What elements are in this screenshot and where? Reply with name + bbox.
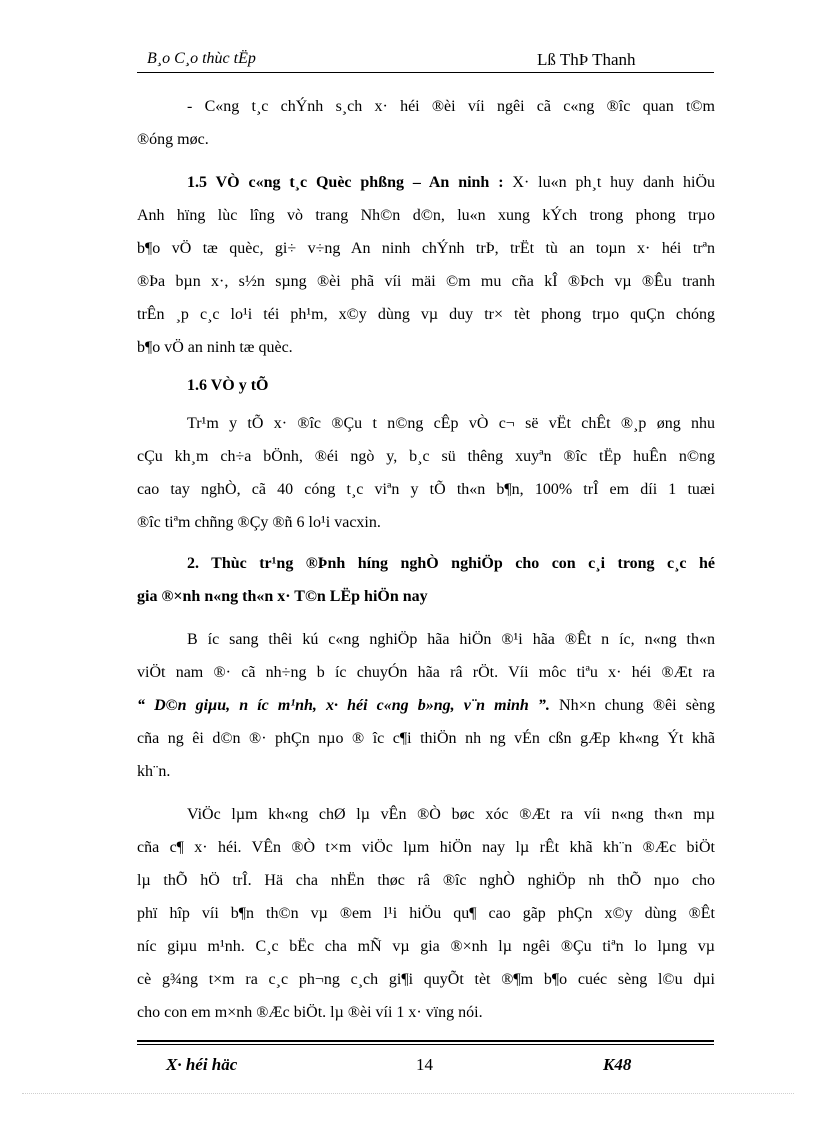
para-4-line-4: cña ng êi d©n ®· phÇn nµo ® îc c¶i thiÖn nh ng vÉn cßn gÆp kh«ng Ýt khã: [137, 730, 715, 747]
para-2-line-3: b¶o vÖ tæ quèc, gi÷ v÷ng An ninh chÝnh trÞ, trËt tù an toµn x· héi trªn: [137, 240, 715, 257]
para-5-line-3: lµ thÕ hÖ trÎ. Hä cha nhËn thøc râ ®îc nghÒ nghiÖp nh thÕ nµo cho: [137, 872, 715, 889]
slogan-quote: “ D©n giµu, n íc m¹nh, x· héi c«ng b»ng, v¨n minh ”.: [137, 697, 550, 714]
para-5-line-6: cè g¾ng t×m ra c¸c ph¬ng c¸ch gi¶i quyÕt tèt ®¶m b¶o cuéc sèng l©u dµi: [137, 971, 715, 988]
para-2-line-2: Anh hïng lùc lîng vò trang Nh©n d©n, lu«n xung kÝch trong phong trµo: [137, 207, 715, 224]
para-2-line-5: trÊn ¸p c¸c lo¹i téi ph¹m, x©y dùng vµ duy tr× tèt phong trµo quÇn chóng: [137, 306, 715, 323]
para-2-line-4: ®Þa bµn x·, s½n sµng ®èi phã víi mäi ©m mu cña kÎ ®Þch vµ ®Êu tranh: [137, 273, 715, 290]
page-edge-dotted-line: [22, 1093, 794, 1094]
para-5-line-2: cña c¶ x· héi. VÊn ®Ò t×m viÖc lµm hiÖn nay lµ rÊt khã kh¨n ®Æc biÖt: [137, 839, 715, 856]
section-2-heading-line-1: 2. Thùc tr¹ng ®Þnh híng nghÒ nghiÖp cho con c¸i trong c¸c hé: [187, 555, 715, 572]
para-4-line-1: B íc sang thêi kú c«ng nghiÖp hãa hiÖn ®¹i hãa ®Êt n íc, n«ng th«n: [187, 631, 715, 648]
footer-class: K48: [603, 1055, 632, 1074]
para-4-line-2: viÖt nam ®· cã nh÷ng b íc chuyÓn hãa râ rÖt. Víi môc tiªu x· héi ®Æt ra: [137, 664, 715, 681]
section-1-5-heading: 1.5 VÒ c«ng t¸c Quèc phßng – An ninh :: [187, 174, 504, 191]
para-5-line-4: phï hîp víi b¶n th©n vµ ®em l¹i hiÖu qu¶ cao gãp phÇn x©y dùng ®Êt: [137, 905, 715, 922]
para-5-line-1: ViÖc lµm kh«ng chØ lµ vÊn ®Ò bøc xóc ®Æt ra víi n«ng th«n mµ: [187, 806, 715, 823]
footer-page-number: 14: [416, 1055, 433, 1074]
para-3-line-1: Tr¹m y tÕ x· ®îc ®Çu t n©ng cÊp vÒ c¬ së vËt chÊt ®¸p øng nhu: [187, 415, 715, 432]
para-4-line-3: [137, 697, 715, 715]
para-3-line-2: cÇu kh¸m ch÷a bÖnh, ®éi ngò y, b¸c sü thêng xuyªn ®îc tËp huÊn n©ng: [137, 448, 715, 465]
para-2-line-6: b¶o vÖ an ninh tæ quèc.: [137, 339, 293, 356]
para-1-line-2: ®óng møc.: [137, 131, 209, 148]
para-5-line-7: cho con em m×nh ®Æc biÖt. lµ ®èi víi 1 x· vïng nói.: [137, 1004, 483, 1021]
para-5-line-5: níc giµu m¹nh. C¸c bËc cha mÑ vµ gia ®×nh lµ ngêi ®Çu tiªn lo lµng vµ: [137, 938, 715, 955]
para-2-text: X· lu«n ph¸t huy danh hiÖu: [503, 174, 716, 191]
header-author: Lß ThÞ Thanh: [537, 50, 636, 69]
header-rule: [137, 72, 714, 73]
section-2-heading-line-2: gia ®×nh n«ng th«n x· T©n LËp hiÖn nay: [137, 588, 428, 605]
footer-rule-thin: [137, 1044, 714, 1045]
para-3-line-3: cao tay nghÒ, cã 40 cóng t¸c viªn y tÕ th«n b¶n, 100% trÎ em díi 1 tuæi: [137, 481, 715, 498]
section-1-6-heading: 1.6 VÒ y tÕ: [187, 377, 269, 394]
para-2-line-1: [187, 174, 715, 192]
para-1-line-1: - C«ng t¸c chÝnh s¸ch x· héi ®èi víi ngêi cã c«ng ®îc quan t©m: [187, 98, 715, 115]
para-3-line-4: ®îc tiªm chñng ®Çy ®ñ 6 lo¹i vacxin.: [137, 514, 381, 531]
footer-rule-thick: [137, 1040, 714, 1042]
footer-department: X· héi häc: [166, 1055, 238, 1074]
para-4-text: Nh×n chung ®êi sèng: [549, 697, 715, 714]
para-4-line-5: kh¨n.: [137, 763, 171, 780]
header-report-title: B¸o C¸o thùc tËp: [147, 50, 256, 67]
